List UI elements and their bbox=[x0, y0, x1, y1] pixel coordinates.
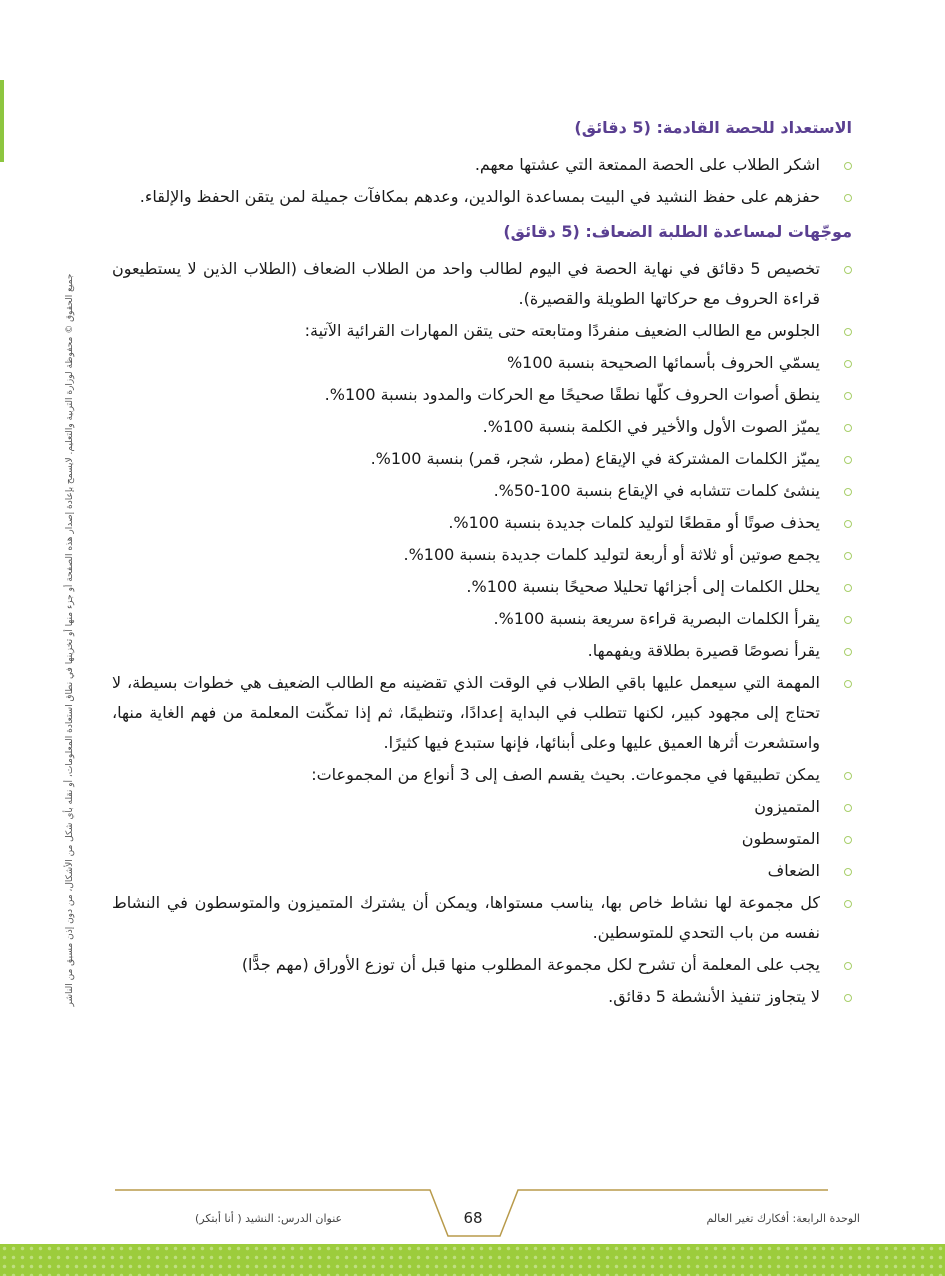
footer-unit-title: الوحدة الرابعة: أفكارك تغير العالم bbox=[706, 1212, 860, 1225]
list-item: الجلوس مع الطالب الضعيف منفردًا ومتابعته حتى يتقن المهارات القرائية الآتية: bbox=[112, 316, 852, 346]
list-item: المتميزون bbox=[112, 792, 852, 822]
footer-lesson-title: عنوان الدرس: النشيد ( أنا أبتكر) bbox=[195, 1212, 343, 1225]
list-item: يقرأ الكلمات البصرية قراءة سريعة بنسبة 100%. bbox=[112, 604, 852, 634]
list-item: ينشئ كلمات تتشابه في الإيقاع بنسبة 100-50%. bbox=[112, 476, 852, 506]
list-item: يقرأ نصوصًا قصيرة بطلاقة ويفهمها. bbox=[112, 636, 852, 666]
list-item: المتوسطون bbox=[112, 824, 852, 854]
list-item: يميّز الصوت الأول والأخير في الكلمة بنسبة 100%. bbox=[112, 412, 852, 442]
weak-students-list bbox=[112, 254, 852, 1012]
list-item: يسمّي الحروف بأسمائها الصحيحة بنسبة 100% bbox=[112, 348, 852, 378]
list-item: يحلل الكلمات إلى أجزائها تحليلا صحيحًا بنسبة 100%. bbox=[112, 572, 852, 602]
bottom-decorative-band bbox=[0, 1244, 945, 1276]
page-content bbox=[112, 108, 852, 1014]
copyright-text: جميع الحقوق © محفوظة لوزارة التربية والتعليم. لايسمح بإعادة إصدار هذه الصفحة أو جزء منها أو تخزينها في نطاق استعادة المعلومات، أو نقله بأي شكل من الأشكال، من دون إذن مسبق من الناشر bbox=[65, 273, 75, 1007]
list-item: يميّز الكلمات المشتركة في الإيقاع (مطر، شجر، قمر) بنسبة 100%. bbox=[112, 444, 852, 474]
list-item: يمكن تطبيقها في مجموعات. بحيث يقسم الصف إلى 3 أنواع من المجموعات: bbox=[112, 760, 852, 790]
preparation-list bbox=[112, 150, 852, 212]
list-item: الضعاف bbox=[112, 856, 852, 886]
list-item: تخصيص 5 دقائق في نهاية الحصة في اليوم لطالب واحد من الطلاب الضعاف (الطلاب الذين لا يستطيعون قراءة الحروف مع حركاتها الطويلة والقصيرة). bbox=[112, 254, 852, 314]
list-item: كل مجموعة لها نشاط خاص بها، يناسب مستواها، ويمكن أن يشترك المتميزون والمتوسطون في النشاط نفسه من باب التحدي للمتوسطين. bbox=[112, 888, 852, 948]
list-item: يجب على المعلمة أن تشرح لكل مجموعة المطلوب منها قبل أن توزع الأوراق (مهم جدًّا) bbox=[112, 950, 852, 980]
list-item: المهمة التي سيعمل عليها باقي الطلاب في الوقت الذي تقضينه مع الطالب الضعيف هي خطوات بسيطة، لا تحتاج إلى مجهود كبير، لكنها تتطلب في البداية إعدادًا، وتنظيمًا، ثم إذا تمكّنت المعلمة من فهم الغاية منها، واستشعرت أثرها العميق عليها وعلى أبنائها، فإنها ستبدع فيها كثيرًا. bbox=[112, 668, 852, 758]
list-item: ينطق أصوات الحروف كلّها نطقًا صحيحًا مع الحركات والمدود بنسبة 100%. bbox=[112, 380, 852, 410]
page-footer bbox=[0, 1186, 945, 1246]
section-title-preparation: الاستعداد للحصة القادمة: (5 دقائق) bbox=[574, 118, 852, 137]
list-item: اشكر الطلاب على الحصة الممتعة التي عشتها معهم. bbox=[112, 150, 852, 180]
list-item: لا يتجاوز تنفيذ الأنشطة 5 دقائق. bbox=[112, 982, 852, 1012]
page-number: 68 bbox=[463, 1209, 483, 1227]
section-title-weak-students: موجّهات لمساعدة الطلبة الضعاف: (5 دقائق) bbox=[503, 222, 852, 241]
list-item: يجمع صوتين أو ثلاثة أو أربعة لتوليد كلمات جديدة بنسبة 100%. bbox=[112, 540, 852, 570]
list-item: حفزهم على حفظ النشيد في البيت بمساعدة الوالدين، وعدهم بمكافآت جميلة لمن يتقن الحفظ والإلقاء. bbox=[112, 182, 852, 212]
list-item: يحذف صوتًا أو مقطعًا لتوليد كلمات جديدة بنسبة 100%. bbox=[112, 508, 852, 538]
left-accent-bar bbox=[0, 80, 4, 162]
